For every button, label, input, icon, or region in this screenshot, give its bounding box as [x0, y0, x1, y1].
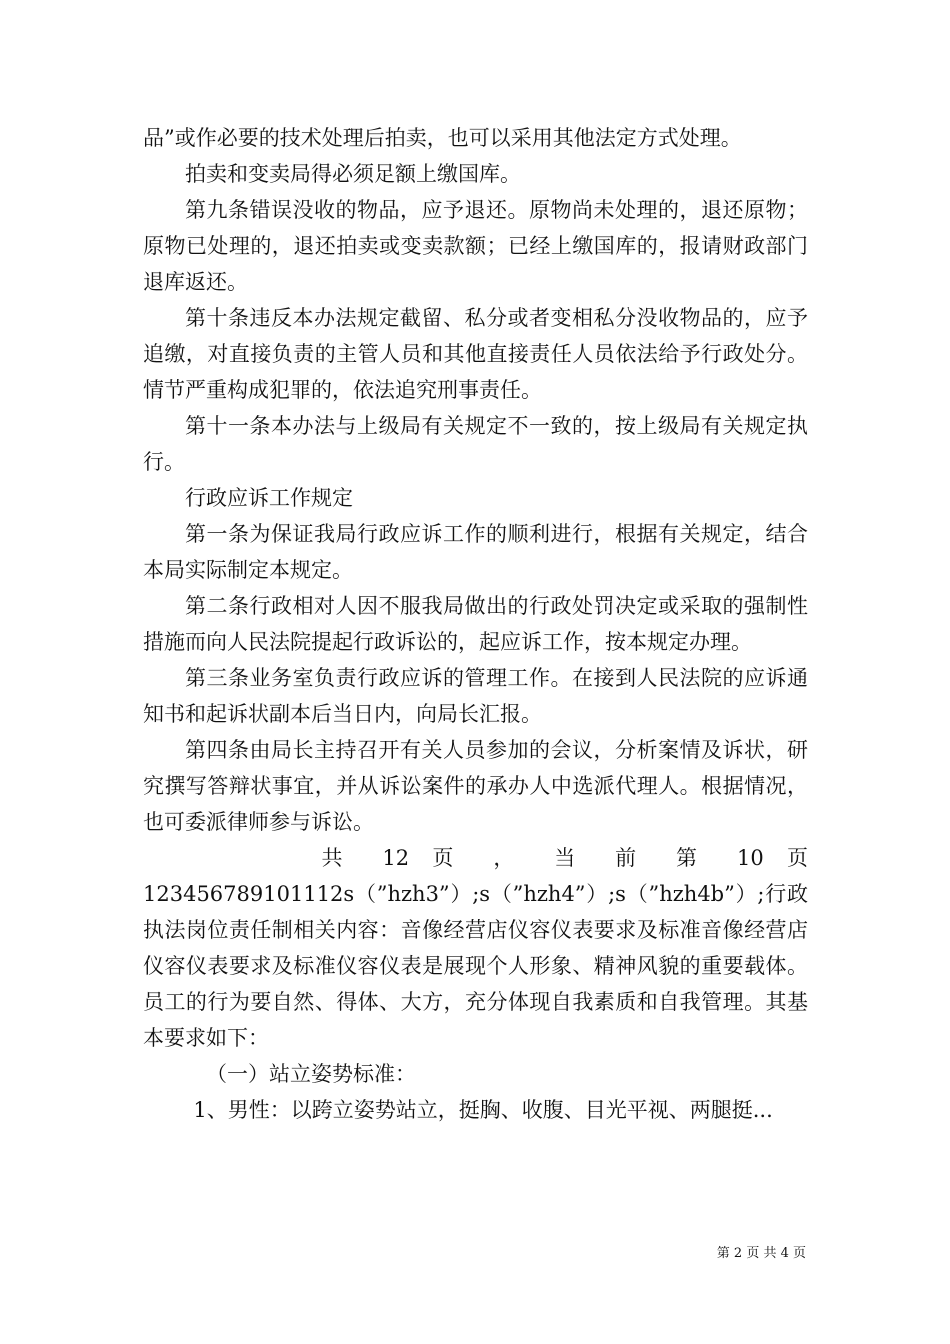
paragraph-article-2: 第二条行政相对人因不服我局做出的行政处罚决定或采取的强制性措施而向人民法院提起行政诉讼的，起应诉工作，按本规定办理。: [143, 594, 808, 654]
paragraph-article-11: 第十一条本办法与上级局有关规定不一致的，按上级局有关规定执行。: [143, 414, 808, 474]
paragraph-standing-heading: （一）站立姿势标准：: [206, 1062, 416, 1086]
page-footer: 第 2 页 共 4 页: [716, 1246, 806, 1261]
paragraph-article-4: 第四条由局长主持召开有关人员参加的会议，分析案情及诉状，研究撰写答辩状事宜，并从诉讼案件的承办人中选派代理人。根据情况，也可委派律师参与诉讼。: [143, 738, 808, 834]
paragraph-article-10: 第十条违反本办法规定截留、私分或者变相私分没收物品的，应予追缴，对直接负责的主管人员和其他直接责任人员依法给予行政处分。情节严重构成犯罪的，依法追究刑事责任。: [143, 306, 808, 402]
paragraph-article-3: 第三条业务室负责行政应诉的管理工作。在接到人民法院的应诉通知书和起诉状副本后当日内，向局长汇报。: [143, 666, 808, 726]
document-body: [143, 120, 808, 1128]
paragraph-article-9: 第九条错误没收的物品，应予退还。原物尚未处理的，退还原物；原物已处理的，退还拍卖或变卖款额；已经上缴国库的，报请财政部门退库返还。: [143, 198, 808, 294]
paragraph-continued: 品”或作必要的技术处理后拍卖，也可以采用其他法定方式处理。: [143, 126, 742, 150]
paragraph-auction: 拍卖和变卖局得必须足额上缴国库。: [185, 162, 521, 186]
paragraph-male-standard: 1、男性：以跨立姿势站立，挺胸、收腹、目光平视、两腿挺...: [193, 1098, 773, 1122]
paragraph-appendix: 123456789101112s（”hzh3”）;s（”hzh4”）;s（”hzh4b”）;行政执法岗位责任制相关内容：音像经营店仪容仪表要求及标准音像经营店仪容仪表要求及标准仪容仪表是展现个人形象、精神风貌的重要载体。员工的行为要自然、得体、大方，充分体现自我素质和自我管理。其基本要求如下：: [143, 882, 808, 1050]
section-heading: 行政应诉工作规定: [185, 486, 353, 510]
page-count-line: 共 12 页 ， 当 前 第 10 页: [321, 846, 808, 870]
paragraph-article-1: 第一条为保证我局行政应诉工作的顺利进行，根据有关规定，结合本局实际制定本规定。: [143, 522, 808, 582]
